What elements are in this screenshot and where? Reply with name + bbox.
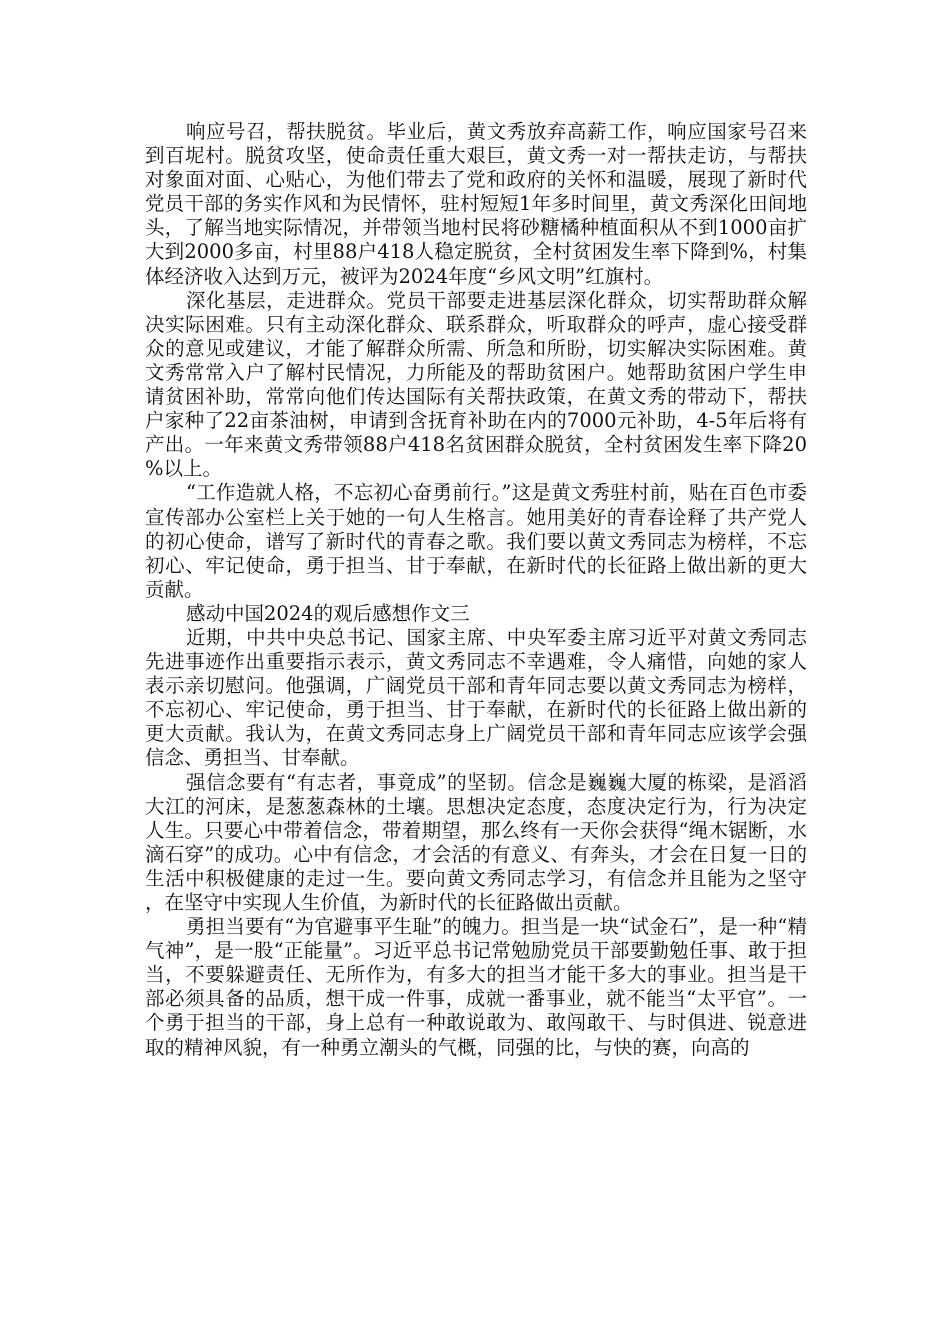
- paragraph-deepen-grassroots: 深化基层，走进群众。党员干部要走进基层深化群众，切实帮助群众解决实际困难。只有主动深化群众、联系群众，听取群众的呼声，虚心接受群众的意见或建议，才能了解群众所需、所急和所盼，切实解决实际困难。黄文秀常常入户了解村民情况，力所能及的帮助贫困户。她帮助贫困户学生申请贫困补助，常常向他们传达国际有关帮扶政策，在黄文秀的带动下，帮扶户家种了22亩茶油树，申请到含抚育补助在内的7000元补助，4-5年后将有产出。一年来黄文秀带领88户418名贫困群众脱贫，全村贫困发生率下降20%以上。: [145, 288, 807, 481]
- paragraph-motto: “工作造就人格，不忘初心奋勇前行。”这是黄文秀驻村前，贴在百色市委宣传部办公室栏上关于她的一句人生格言。她用美好的青春诠释了共产党人的初心使命，谱写了新时代的青春之歌。我们要以黄文秀同志为榜样，不忘初心、牢记使命，勇于担当、甘于奉献，在新时代的长征路上做出新的更大贡献。: [145, 481, 807, 601]
- essay-subtitle: 感动中国2024的观后感想作文三: [185, 601, 470, 625]
- document-body: [145, 120, 807, 1060]
- paragraph-strong-belief: 强信念要有“有志者，事竟成”的坚韧。信念是巍巍大厦的栋梁，是滔滔大江的河床，是葱葱森林的土壤。思想决定态度，态度决定行为，行为决定人生。只要心中带着信念，带着期望，那么终有一天你会获得“绳木锯断，水滴石穿”的成功。心中有信念，才会活的有意义、有奔头，才会在日复一日的生活中积极健康的走过一生。要向黄文秀同志学习，有信念并且能为之坚守，在坚守中实现人生价值，为新时代的长征路做出贡献。: [145, 770, 807, 914]
- paragraph-instructions: 近期，中共中央总书记、国家主席、中央军委主席习近平对黄文秀同志先进事迹作出重要指示表示，黄文秀同志不幸遇难，令人痛惜，向她的家人表示亲切慰问。他强调，广阔党员干部和青年同志要以黄文秀同志为榜样，不忘初心、牢记使命，勇于担当、甘于奉献，在新时代的长征路上做出新的更大贡献。我认为，在黄文秀同志身上广阔党员干部和青年同志应该学会强信念、勇担当、甘奉献。: [145, 625, 807, 770]
- paragraph-brave-responsibility: 勇担当要有“为官避事平生耻”的魄力。担当是一块“试金石”，是一种“精气神”，是一股“正能量”。习近平总书记常勉励党员干部要勤勉任事、敢于担当，不要躲避责任、无所作为，有多大的担当才能干多大的事业。担当是干部必须具备的品质，想干成一件事，成就一番事业，就不能当“太平官”。一个勇于担当的干部，身上总有一种敢说敢为、敢闯敢干、与时俱进、锐意进取的精神风貌，有一种勇立潮头的气概，同强的比，与快的赛，向高的: [145, 915, 807, 1059]
- paragraph-respond-call: 响应号召，帮扶脱贫。毕业后，黄文秀放弃高薪工作，响应国家号召来到百坭村。脱贫攻坚，使命责任重大艰巨，黄文秀一对一帮扶走访，与帮扶对象面对面、心贴心，为他们带去了党和政府的关怀和温暖，展现了新时代党员干部的务实作风和为民情怀，驻村短短1年多时间里，黄文秀深化田间地头，了解当地实际情况，并带领当地村民将砂糖橘种植面积从不到1000亩扩大到2000多亩，村里88户418人稳定脱贫，全村贫困发生率下降到%，村集体经济收入达到万元，被评为2024年度“乡风文明”红旗村。: [145, 120, 807, 288]
